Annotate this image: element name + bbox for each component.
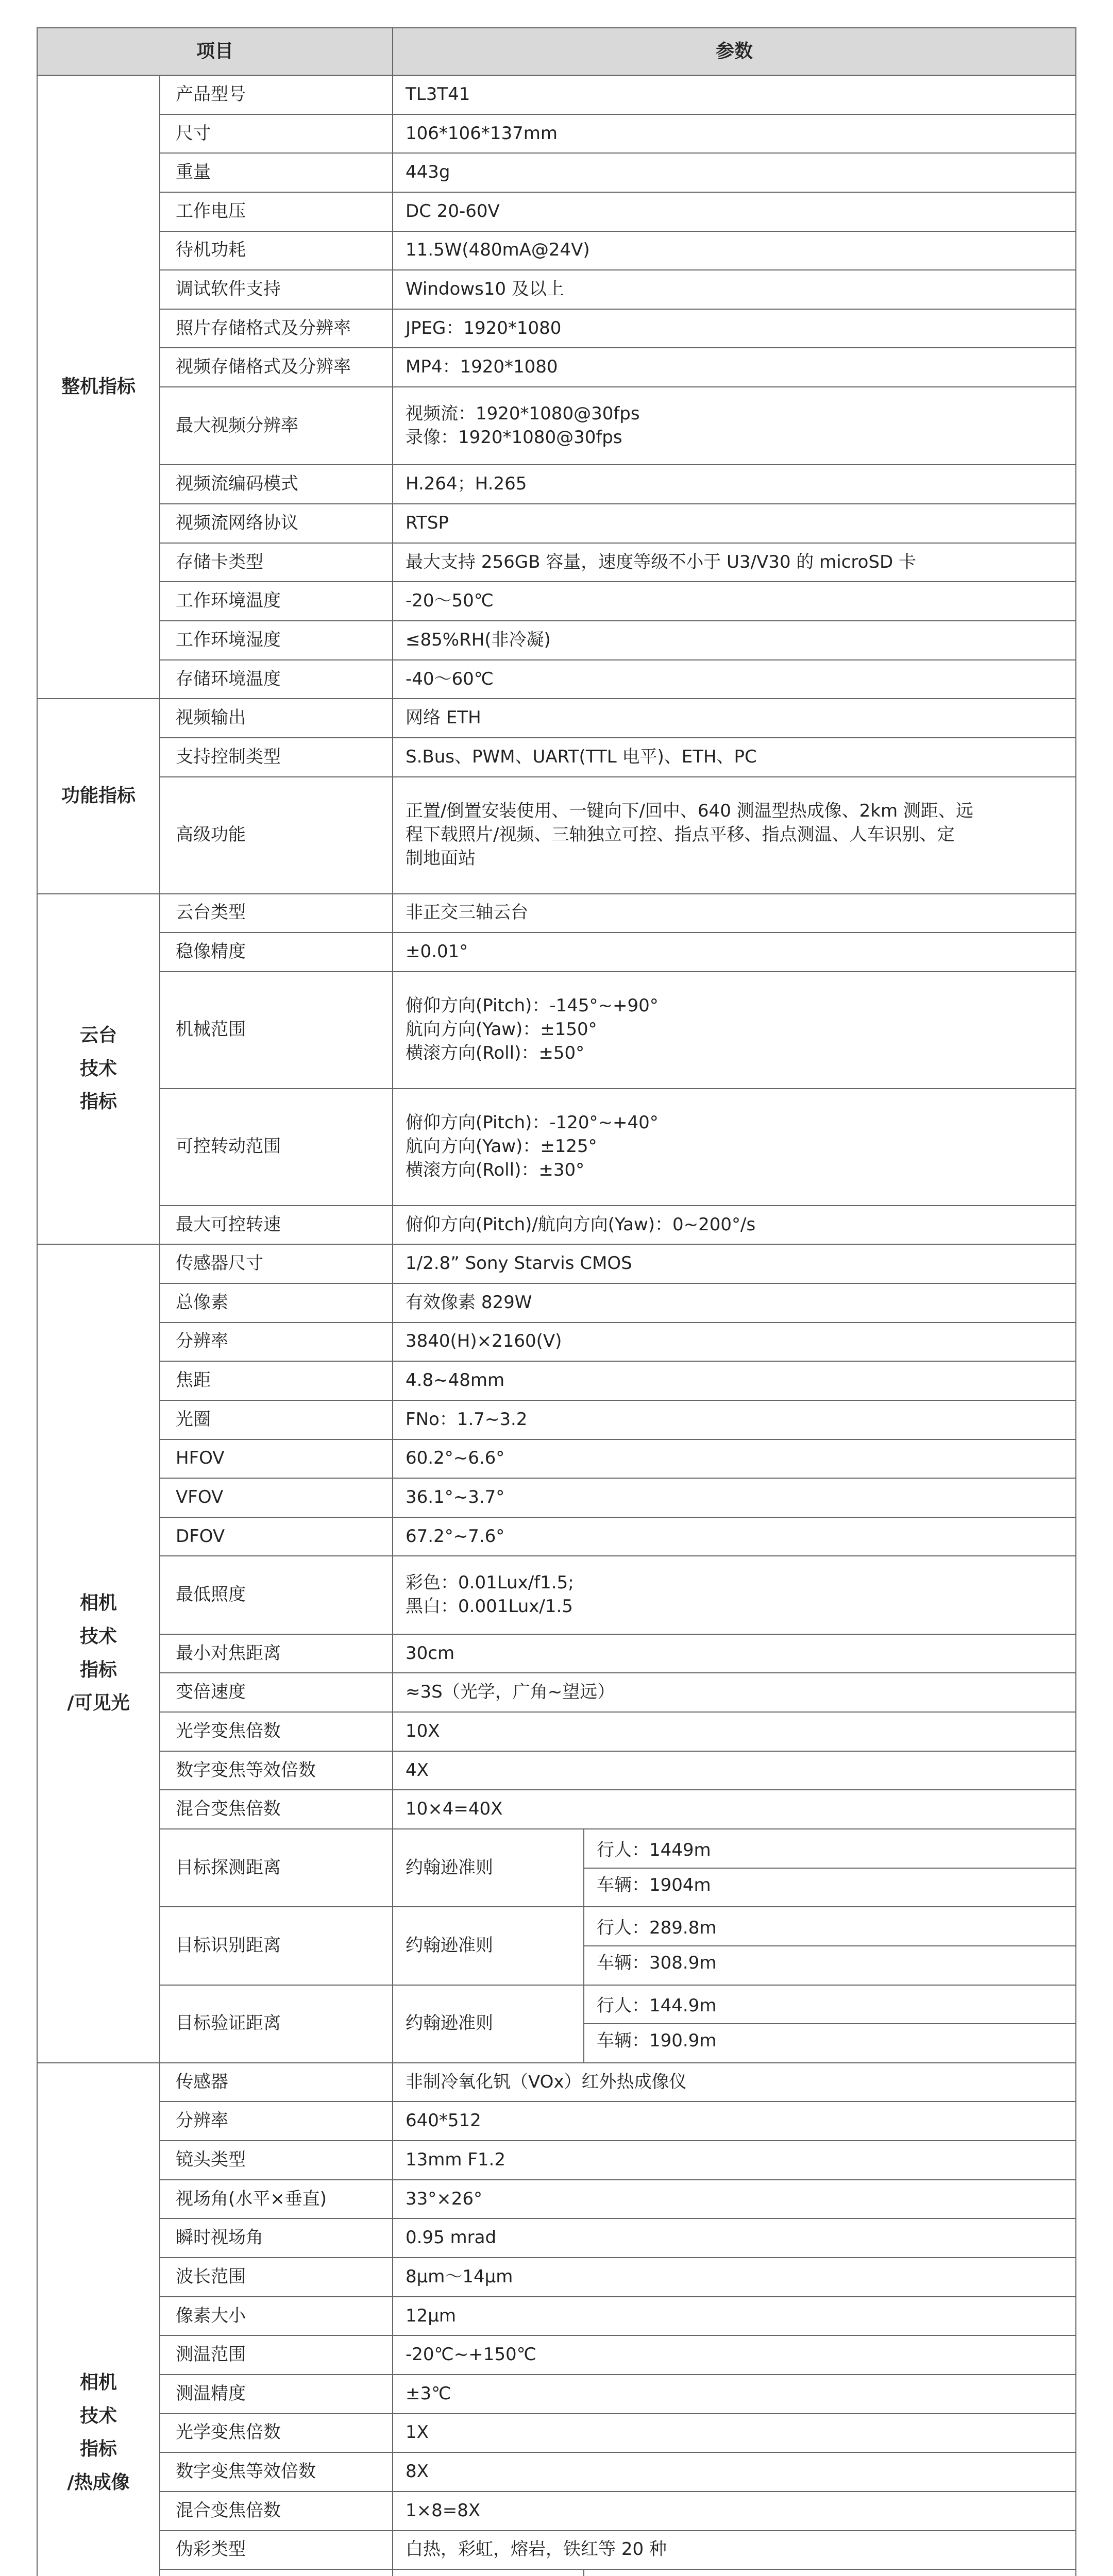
spec-distance: [584, 2569, 1076, 2576]
spec-value: [393, 2375, 1076, 2414]
spec-name: 光圈: [160, 1400, 393, 1439]
table-row: [37, 2492, 1076, 2531]
spec-value-line: 视频流：1920*1080@30fps: [406, 403, 640, 424]
spec-value-line: 横滚方向(Roll)：±50°: [406, 1043, 585, 1064]
spec-name: 尺寸: [160, 114, 393, 154]
spec-name: 视频存储格式及分辨率: [160, 348, 393, 387]
spec-name: 混合变焦倍数: [160, 1790, 393, 1829]
distance-line: 行人：289.8m: [597, 1918, 717, 1938]
spec-value-line: 航向方向(Yaw)：±150°: [406, 1019, 597, 1040]
spec-name: 云台类型: [160, 894, 393, 933]
distance-line: 行人：1449m: [597, 1839, 711, 1860]
group-title-line: 技术: [79, 1058, 117, 1079]
spec-name: 可控转动范围: [160, 1089, 393, 1206]
table-row: [37, 1790, 1076, 1829]
spec-value-line: 俯仰方向(Pitch)/航向方向(Yaw)：0~200°/s: [406, 1214, 756, 1235]
group-title-line: 云台: [79, 1024, 117, 1046]
spec-value: [393, 2452, 1076, 2492]
group-title-line: 指标: [79, 1091, 117, 1113]
spec-value-line: 横滚方向(Roll)：±30°: [406, 1160, 585, 1181]
table-row: [37, 1283, 1076, 1323]
table-row: [37, 1206, 1076, 1245]
table-row: [37, 309, 1076, 348]
spec-name: 视场角(水平×垂直): [160, 2180, 393, 2219]
spec-name: VFOV: [160, 1478, 393, 1517]
spec-name: 目标识别距离: [160, 1907, 393, 1985]
table-row: [37, 972, 1076, 1089]
spec-name: 目标探测距离: [160, 1829, 393, 1907]
table-row: [37, 465, 1076, 504]
table-row: [37, 2297, 1076, 2336]
spec-name: 产品型号: [160, 75, 393, 114]
spec-criterion: 约翰逊准则: [393, 1829, 584, 1907]
table-row: [37, 270, 1076, 309]
spec-value: [393, 699, 1076, 738]
table-row: [37, 504, 1076, 543]
group-title-line: 指标: [79, 1659, 117, 1681]
spec-name: 目标验证距离: [160, 1985, 393, 2063]
table-row: [37, 2375, 1076, 2414]
table-row: [37, 348, 1076, 387]
spec-value: [393, 2531, 1076, 2570]
spec-name: 工作电压: [160, 192, 393, 231]
group-title: [37, 1244, 160, 2063]
spec-value-line: 白热，彩虹，熔岩，铁红等 20 种: [406, 2539, 667, 2560]
spec-value: [393, 2102, 1076, 2141]
spec-name: 光学变焦倍数: [160, 2414, 393, 2453]
distance-line: 行人：144.9m: [597, 1995, 717, 2016]
spec-value: [393, 231, 1076, 270]
table-row: [37, 1323, 1076, 1362]
spec-distance: [584, 1829, 1076, 1907]
spec-table-body: [37, 75, 1076, 2576]
spec-name: 视频流网络协议: [160, 504, 393, 543]
spec-value-line: FNo：1.7~3.2: [406, 1409, 528, 1430]
table-row: [37, 192, 1076, 231]
spec-value: [393, 972, 1076, 1089]
spec-value-line: 有效像素 829W: [406, 1292, 532, 1313]
table-row: [37, 2452, 1076, 2492]
table-row: [37, 2531, 1076, 2570]
spec-value: [393, 543, 1076, 582]
spec-name: 焦距: [160, 1361, 393, 1400]
spec-name: 照片存储格式及分辨率: [160, 309, 393, 348]
group-title: [37, 894, 160, 1245]
spec-name: 高级功能: [160, 777, 393, 894]
spec-name: [160, 2569, 393, 2576]
spec-value-line: Windows10 及以上: [406, 279, 564, 300]
spec-value: [393, 1751, 1076, 1790]
spec-name: 视频输出: [160, 699, 393, 738]
spec-name: 测温范围: [160, 2335, 393, 2375]
spec-value: [393, 2063, 1076, 2102]
spec-value: [393, 309, 1076, 348]
table-row: [37, 933, 1076, 972]
spec-name: 支持控制类型: [160, 738, 393, 777]
table-row: [37, 114, 1076, 154]
table-row: [37, 2335, 1076, 2375]
spec-name: 瞬时视场角: [160, 2218, 393, 2258]
spec-name: 工作环境温度: [160, 582, 393, 621]
spec-value: [393, 738, 1076, 777]
spec-value-line: 640*512: [406, 2110, 481, 2131]
spec-value-line: 4X: [406, 1759, 429, 1781]
spec-value-line: 0.95 mrad: [406, 2227, 497, 2248]
group-title-line: 技术: [79, 1625, 117, 1647]
spec-value-line: ±3℃: [406, 2383, 451, 2404]
spec-value-line: -20～50℃: [406, 590, 494, 612]
distance-line: 车辆：308.9m: [584, 1945, 1075, 1980]
spec-criterion: 约翰逊准则: [393, 1907, 584, 1985]
spec-name: 最大可控转速: [160, 1206, 393, 1245]
table-row: [37, 2141, 1076, 2180]
table-row: [37, 2569, 1076, 2576]
table-row: [37, 1556, 1076, 1634]
spec-value: [393, 1089, 1076, 1206]
spec-value-line: 11.5W(480mA@24V): [406, 240, 590, 261]
table-row: [37, 1361, 1076, 1400]
spec-value: [393, 114, 1076, 154]
spec-value-line: ±0.01°: [406, 941, 468, 962]
spec-value: [393, 1556, 1076, 1634]
spec-value-line: -20℃~+150℃: [406, 2344, 536, 2365]
spec-value: [393, 1283, 1076, 1323]
table-row: [37, 582, 1076, 621]
distance-line: [584, 2574, 1075, 2576]
table-row: [37, 153, 1076, 192]
spec-value-line: 1/2.8” Sony Starvis CMOS: [406, 1253, 632, 1274]
spec-value: [393, 1323, 1076, 1362]
header-item: 项目: [37, 28, 393, 75]
spec-value-line: RTSP: [406, 512, 449, 533]
spec-value-line: 30cm: [406, 1642, 455, 1664]
spec-value: [393, 894, 1076, 933]
spec-name: 稳像精度: [160, 933, 393, 972]
spec-value: [393, 2297, 1076, 2336]
spec-value: [393, 2218, 1076, 2258]
group-title-line: 相机: [79, 2371, 117, 2393]
table-row: [37, 2180, 1076, 2219]
spec-name: 传感器: [160, 2063, 393, 2102]
spec-value-line: 最大支持 256GB 容量，速度等级不小于 U3/V30 的 microSD 卡: [406, 551, 916, 572]
spec-value-line: 黑白：0.001Lux/1.5: [406, 1596, 573, 1617]
group-title-line: 技术: [79, 2405, 117, 2427]
spec-name: 总像素: [160, 1283, 393, 1323]
spec-value: [393, 465, 1076, 504]
spec-value: [393, 75, 1076, 114]
spec-value-line: 网络 ETH: [406, 707, 481, 728]
spec-value: [393, 387, 1076, 465]
spec-name: 伪彩类型: [160, 2531, 393, 2570]
spec-value-line: 8X: [406, 2461, 429, 2482]
spec-name: 变倍速度: [160, 1673, 393, 1712]
spec-value-line: 13mm F1.2: [406, 2149, 505, 2170]
spec-value-line: 4.8~48mm: [406, 1370, 505, 1391]
table-row: [37, 1907, 1076, 1985]
table-row: [37, 621, 1076, 660]
spec-value-line: S.Bus、PWM、UART(TTL 电平)、ETH、PC: [406, 746, 757, 767]
spec-table: [37, 27, 1076, 2576]
table-row: [37, 894, 1076, 933]
table-row: [37, 1673, 1076, 1712]
spec-name: 最大视频分辨率: [160, 387, 393, 465]
spec-value: [393, 2258, 1076, 2297]
spec-value-line: DC 20-60V: [406, 200, 500, 222]
spec-value: [393, 2492, 1076, 2531]
table-header-row: [37, 28, 1076, 75]
group-title: [37, 699, 160, 893]
spec-name: 待机功耗: [160, 231, 393, 270]
spec-value-line: TL3T41: [406, 83, 470, 105]
spec-value: [393, 1673, 1076, 1712]
spec-value-line: 443g: [406, 162, 450, 183]
spec-value-line: ≈3S（光学，广角~望远）: [406, 1682, 615, 1703]
spec-value-line: MP4：1920*1080: [406, 357, 558, 378]
spec-value-line: 俯仰方向(Pitch)：-145°~+90°: [406, 995, 659, 1016]
table-row: [37, 2102, 1076, 2141]
spec-value: [393, 660, 1076, 699]
spec-value: [393, 2414, 1076, 2453]
spec-name: 传感器尺寸: [160, 1244, 393, 1283]
spec-value: [393, 2141, 1076, 2180]
table-row: [37, 1634, 1076, 1673]
spec-name: 分辨率: [160, 1323, 393, 1362]
distance-line: 车辆：190.9m: [584, 2023, 1075, 2058]
spec-name: 调试软件支持: [160, 270, 393, 309]
spec-value-line: 8μm～14μm: [406, 2266, 513, 2287]
table-row: [37, 543, 1076, 582]
table-row: [37, 2063, 1076, 2102]
spec-value: [393, 153, 1076, 192]
spec-name: HFOV: [160, 1439, 393, 1479]
spec-name: 镜头类型: [160, 2141, 393, 2180]
table-row: [37, 1244, 1076, 1283]
group-title-line: /可见光: [67, 1692, 130, 1714]
table-row: [37, 699, 1076, 738]
spec-value: [393, 933, 1076, 972]
spec-name: 最小对焦距离: [160, 1634, 393, 1673]
spec-name: 存储卡类型: [160, 543, 393, 582]
distance-line: 车辆：1904m: [584, 1868, 1075, 1903]
spec-value-line: 1X: [406, 2422, 429, 2443]
spec-name: 像素大小: [160, 2297, 393, 2336]
spec-value: [393, 621, 1076, 660]
spec-value-line: 正置/倒置安装使用、一键向下/回中、640 测温型热成像、2km 测距、远: [406, 801, 973, 822]
spec-value-line: 106*106*137mm: [406, 123, 558, 144]
spec-value-line: 36.1°~3.7°: [406, 1487, 505, 1508]
spec-value: [393, 1634, 1076, 1673]
spec-value: [393, 1517, 1076, 1556]
spec-value-line: 1×8=8X: [406, 2500, 481, 2521]
spec-name: 波长范围: [160, 2258, 393, 2297]
spec-value: [393, 504, 1076, 543]
spec-value: [393, 1361, 1076, 1400]
spec-distance: [584, 1985, 1076, 2063]
spec-value-line: 3840(H)×2160(V): [406, 1331, 562, 1352]
spec-value: [393, 1790, 1076, 1829]
spec-distance: [584, 1907, 1076, 1985]
spec-value-line: 10×4=40X: [406, 1799, 503, 1820]
spec-value-line: 非正交三轴云台: [406, 902, 529, 923]
spec-name: 最低照度: [160, 1556, 393, 1634]
table-row: [37, 1478, 1076, 1517]
table-row: [37, 777, 1076, 894]
spec-name: 数字变焦等效倍数: [160, 2452, 393, 2492]
group-title-line: 功能指标: [61, 785, 136, 806]
spec-name: 视频流编码模式: [160, 465, 393, 504]
table-row: [37, 387, 1076, 465]
table-row: [37, 1985, 1076, 2063]
spec-name: 工作环境湿度: [160, 621, 393, 660]
table-row: [37, 2218, 1076, 2258]
spec-value-line: H.264；H.265: [406, 473, 527, 495]
spec-value-line: 制地面站: [406, 848, 476, 869]
spec-value: [393, 348, 1076, 387]
spec-name: 存储环境温度: [160, 660, 393, 699]
spec-value-line: -40～60℃: [406, 668, 494, 689]
spec-name: 数字变焦等效倍数: [160, 1751, 393, 1790]
spec-value: [393, 1478, 1076, 1517]
spec-name: 分辨率: [160, 2102, 393, 2141]
spec-value: [393, 2335, 1076, 2375]
spec-name: 重量: [160, 153, 393, 192]
table-row: [37, 2258, 1076, 2297]
spec-name: 光学变焦倍数: [160, 1712, 393, 1751]
spec-name: 测温精度: [160, 2375, 393, 2414]
spec-value: [393, 1244, 1076, 1283]
table-row: [37, 1089, 1076, 1206]
spec-value: [393, 1439, 1076, 1479]
group-title: [37, 2063, 160, 2576]
spec-value: [393, 1206, 1076, 1245]
spec-value: [393, 777, 1076, 894]
spec-value-line: ≤85%RH(非冷凝): [406, 629, 551, 650]
group-title-line: 指标: [79, 2438, 117, 2460]
spec-value-line: 12μm: [406, 2305, 457, 2326]
spec-name: DFOV: [160, 1517, 393, 1556]
spec-value: [393, 1400, 1076, 1439]
table-row: [37, 660, 1076, 699]
group-title-line: 相机: [79, 1592, 117, 1614]
group-title-line: 整机指标: [61, 376, 136, 397]
spec-value-line: JPEG：1920*1080: [406, 317, 562, 338]
table-row: [37, 1829, 1076, 1907]
table-row: [37, 2414, 1076, 2453]
spec-criterion: [393, 2569, 584, 2576]
table-row: [37, 75, 1076, 114]
spec-value: [393, 192, 1076, 231]
spec-value-line: 33°×26°: [406, 2188, 483, 2209]
spec-value-line: 录像：1920*1080@30fps: [406, 427, 622, 448]
table-row: [37, 1712, 1076, 1751]
table-row: [37, 1400, 1076, 1439]
spec-value-line: 彩色：0.01Lux/f1.5;: [406, 1572, 574, 1594]
spec-value: [393, 2180, 1076, 2219]
spec-value-line: 非制冷氧化钒（VOx）红外热成像仪: [406, 2071, 687, 2092]
spec-value-line: 程下载照片/视频、三轴独立可控、指点平移、指点测温、人车识别、定: [406, 824, 955, 845]
table-row: [37, 1517, 1076, 1556]
spec-value: [393, 270, 1076, 309]
spec-value: [393, 582, 1076, 621]
spec-value-line: 航向方向(Yaw)：±125°: [406, 1136, 597, 1157]
spec-value-line: 10X: [406, 1720, 440, 1741]
spec-name: 混合变焦倍数: [160, 2492, 393, 2531]
spec-value: [393, 1712, 1076, 1751]
spec-value-line: 俯仰方向(Pitch)：-120°~+40°: [406, 1112, 659, 1133]
table-row: [37, 1439, 1076, 1479]
table-row: [37, 231, 1076, 270]
table-row: [37, 1751, 1076, 1790]
spec-value-line: 60.2°~6.6°: [406, 1448, 505, 1469]
spec-value-line: 67.2°~7.6°: [406, 1526, 505, 1547]
header-param: 参数: [393, 28, 1076, 75]
spec-criterion: 约翰逊准则: [393, 1985, 584, 2063]
group-title: [37, 75, 160, 699]
group-title-line: /热成像: [67, 2472, 130, 2494]
table-row: [37, 738, 1076, 777]
spec-name: 机械范围: [160, 972, 393, 1089]
